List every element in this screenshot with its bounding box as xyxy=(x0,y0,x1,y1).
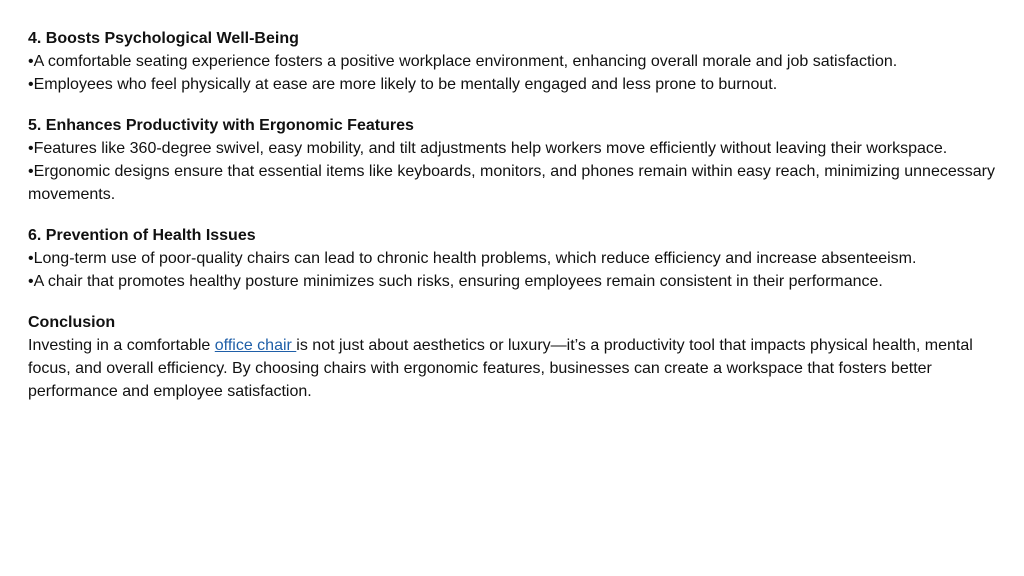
section-heading: 6. Prevention of Health Issues xyxy=(28,227,256,244)
conclusion-text-end: is not just about aesthetics or luxury—it’s a productivity tool that impacts physical health, mental focus, and overall efficiency. By choosing chairs with ergonomic features, businesses can create a workspace that fosters better performance and employee satisfaction. xyxy=(28,337,973,400)
bullet-item: •Long-term use of poor-quality chairs can lead to chronic health problems, which reduce efficiency and increase absenteeism. xyxy=(28,250,917,267)
bullet-item: •Employees who feel physically at ease are more likely to be mentally engaged and less prone to burnout. xyxy=(28,76,778,93)
section-heading: 4. Boosts Psychological Well-Being xyxy=(28,30,299,47)
bullet-item: •Features like 360-degree swivel, easy mobility, and tilt adjustments help workers move efficiently without leaving their workspace. xyxy=(28,140,948,157)
bullet-item: •A chair that promotes healthy posture minimizes such risks, ensuring employees remain consistent in their performance. xyxy=(28,273,883,290)
conclusion-text-start: Investing in a comfortable xyxy=(28,337,215,354)
conclusion-paragraph xyxy=(28,334,996,403)
section-heading: 5. Enhances Productivity with Ergonomic Features xyxy=(28,117,414,134)
section-health-issues xyxy=(28,224,996,293)
section-conclusion xyxy=(28,311,996,403)
section-productivity-ergonomic xyxy=(28,114,996,206)
bullet-item: •Ergonomic designs ensure that essential items like keyboards, monitors, and phones remain within easy reach, minimizing unnecessary movements. xyxy=(28,163,995,203)
conclusion-heading: Conclusion xyxy=(28,314,116,331)
bullet-item: •A comfortable seating experience fosters a positive workplace environment, enhancing overall morale and job satisfaction. xyxy=(28,53,898,70)
office-chair-link[interactable]: office chair xyxy=(214,337,297,354)
document-body xyxy=(28,27,996,421)
section-psychological-well-being xyxy=(28,27,996,96)
